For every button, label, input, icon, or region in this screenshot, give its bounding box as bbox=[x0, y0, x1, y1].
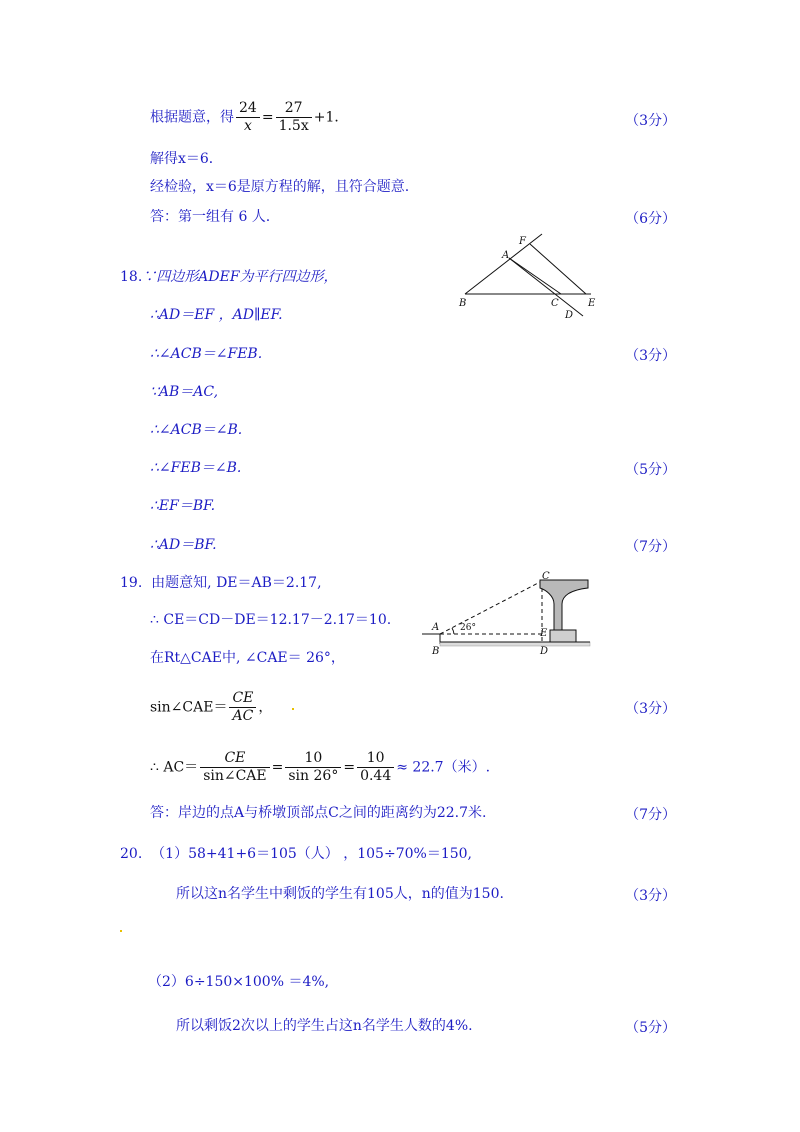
q18-label-c: C bbox=[551, 298, 559, 309]
q19-line-2: ∴ CE＝CD－DE＝12.17－2.17＝10. bbox=[150, 612, 392, 628]
q18-label-f: F bbox=[519, 236, 526, 247]
q17-equation-prefix: 根据题意，得 bbox=[150, 109, 234, 126]
q17-fraction-1: $\frac{24}{x}$ bbox=[236, 100, 260, 135]
q17-solve: 解得x＝6． bbox=[150, 151, 223, 167]
q19-sin-equation: sin∠CAE＝ $\frac{CE}{AC}$ ， bbox=[150, 690, 273, 724]
q18-line-1: 18.∵四边形ADEF为平行四边形， bbox=[120, 269, 338, 285]
q18-line-8: ∴AD＝BF. bbox=[150, 537, 217, 553]
q19-answer: 答：岸边的点A与桥墩顶部点C之间的距离约为22.7米. bbox=[150, 805, 487, 821]
q18-line-3: ∴∠ACB＝∠FEB. bbox=[150, 346, 263, 362]
q18-line-6: ∴∠FEB＝∠B. bbox=[150, 460, 242, 476]
q19-line-1: 19. 由题意知, DE＝AB＝2.17, bbox=[120, 575, 322, 591]
q20-part-2: （2）6÷150×100% ＝4%, bbox=[148, 974, 330, 990]
q20-part-1-answer: 所以这n名学生中剩饭的学生有105人，n的值为150. bbox=[176, 886, 504, 902]
q19-ac-fraction-2: $\frac{10}{\sin 26^\circ}$ bbox=[285, 750, 341, 785]
q19-sin-fraction: $\frac{CE}{AC}$ bbox=[229, 690, 256, 725]
stray-dot-2 bbox=[120, 930, 122, 932]
q19-score-1: （3分） bbox=[625, 701, 676, 717]
q19-label-e: E bbox=[540, 628, 548, 639]
q18-line-4: ∵AB＝AC, bbox=[150, 384, 219, 400]
q19-bridge-figure bbox=[420, 568, 600, 656]
q19-ac-fraction-3: $\frac{10}{0.44}$ bbox=[357, 750, 394, 785]
q20-part-1: 20. （1）58+41+6＝105（人） ，105÷70%＝150, bbox=[120, 846, 472, 862]
q19-label-b: B bbox=[432, 646, 440, 656]
q18-line-2: ∴AD＝EF ，AD∥EF. bbox=[150, 307, 283, 323]
q17-score-1: （3分） bbox=[625, 113, 676, 129]
q19-label-a: A bbox=[432, 622, 440, 633]
q19-score-2: （7分） bbox=[625, 807, 676, 823]
q17-answer: 答：第一组有 6 人. bbox=[150, 209, 271, 225]
q20-score-1: （3分） bbox=[625, 888, 676, 904]
q18-label-b: B bbox=[459, 298, 467, 309]
q18-triangle-figure bbox=[455, 228, 605, 323]
q18-line-5: ∴∠ACB＝∠B. bbox=[150, 422, 243, 438]
q18-score-3: （7分） bbox=[625, 539, 676, 555]
q19-label-d: D bbox=[540, 646, 549, 656]
q19-ac-fraction-1: $\frac{CE}{\text{sin∠CAE}}$ bbox=[200, 750, 269, 785]
q19-line-3: 在Rt△CAE中, ∠CAE＝ 26°， bbox=[150, 650, 345, 666]
q17-fraction-2: $\frac{27}{1.5x}$ bbox=[276, 100, 312, 135]
q20-score-2: （5分） bbox=[625, 1020, 676, 1036]
q18-label-d: D bbox=[565, 310, 574, 321]
q18-line-7: ∴EF＝BF. bbox=[150, 498, 216, 514]
q17-score-2: （6分） bbox=[625, 211, 676, 227]
q19-label-c: C bbox=[542, 571, 550, 582]
q20-part-2-answer: 所以剩饭2次以上的学生占这n名学生人数的4%. bbox=[176, 1018, 473, 1034]
stray-dot bbox=[292, 708, 294, 710]
q18-score-1: （3分） bbox=[625, 348, 676, 364]
q17-equation: 根据题意，得 $\frac{24}{x}$ = $\frac{27}{1.5x}$ +1． bbox=[150, 100, 349, 134]
q19-ac-equation: ∴ AC＝ $\frac{CE}{\text{sin∠CAE}}$ = $\frac{10}{\sin 26^\circ}$ = $\frac{10}{0.44}$ ≈ 22.7（米）. bbox=[150, 750, 491, 784]
q18-label-e: E bbox=[588, 298, 596, 309]
q18-score-2: （5分） bbox=[625, 462, 676, 478]
q18-label-a: A bbox=[502, 250, 510, 261]
q17-check: 经检验，x＝6是原方程的解，且符合题意. bbox=[150, 179, 410, 195]
q19-angle-label: 26° bbox=[460, 623, 476, 633]
